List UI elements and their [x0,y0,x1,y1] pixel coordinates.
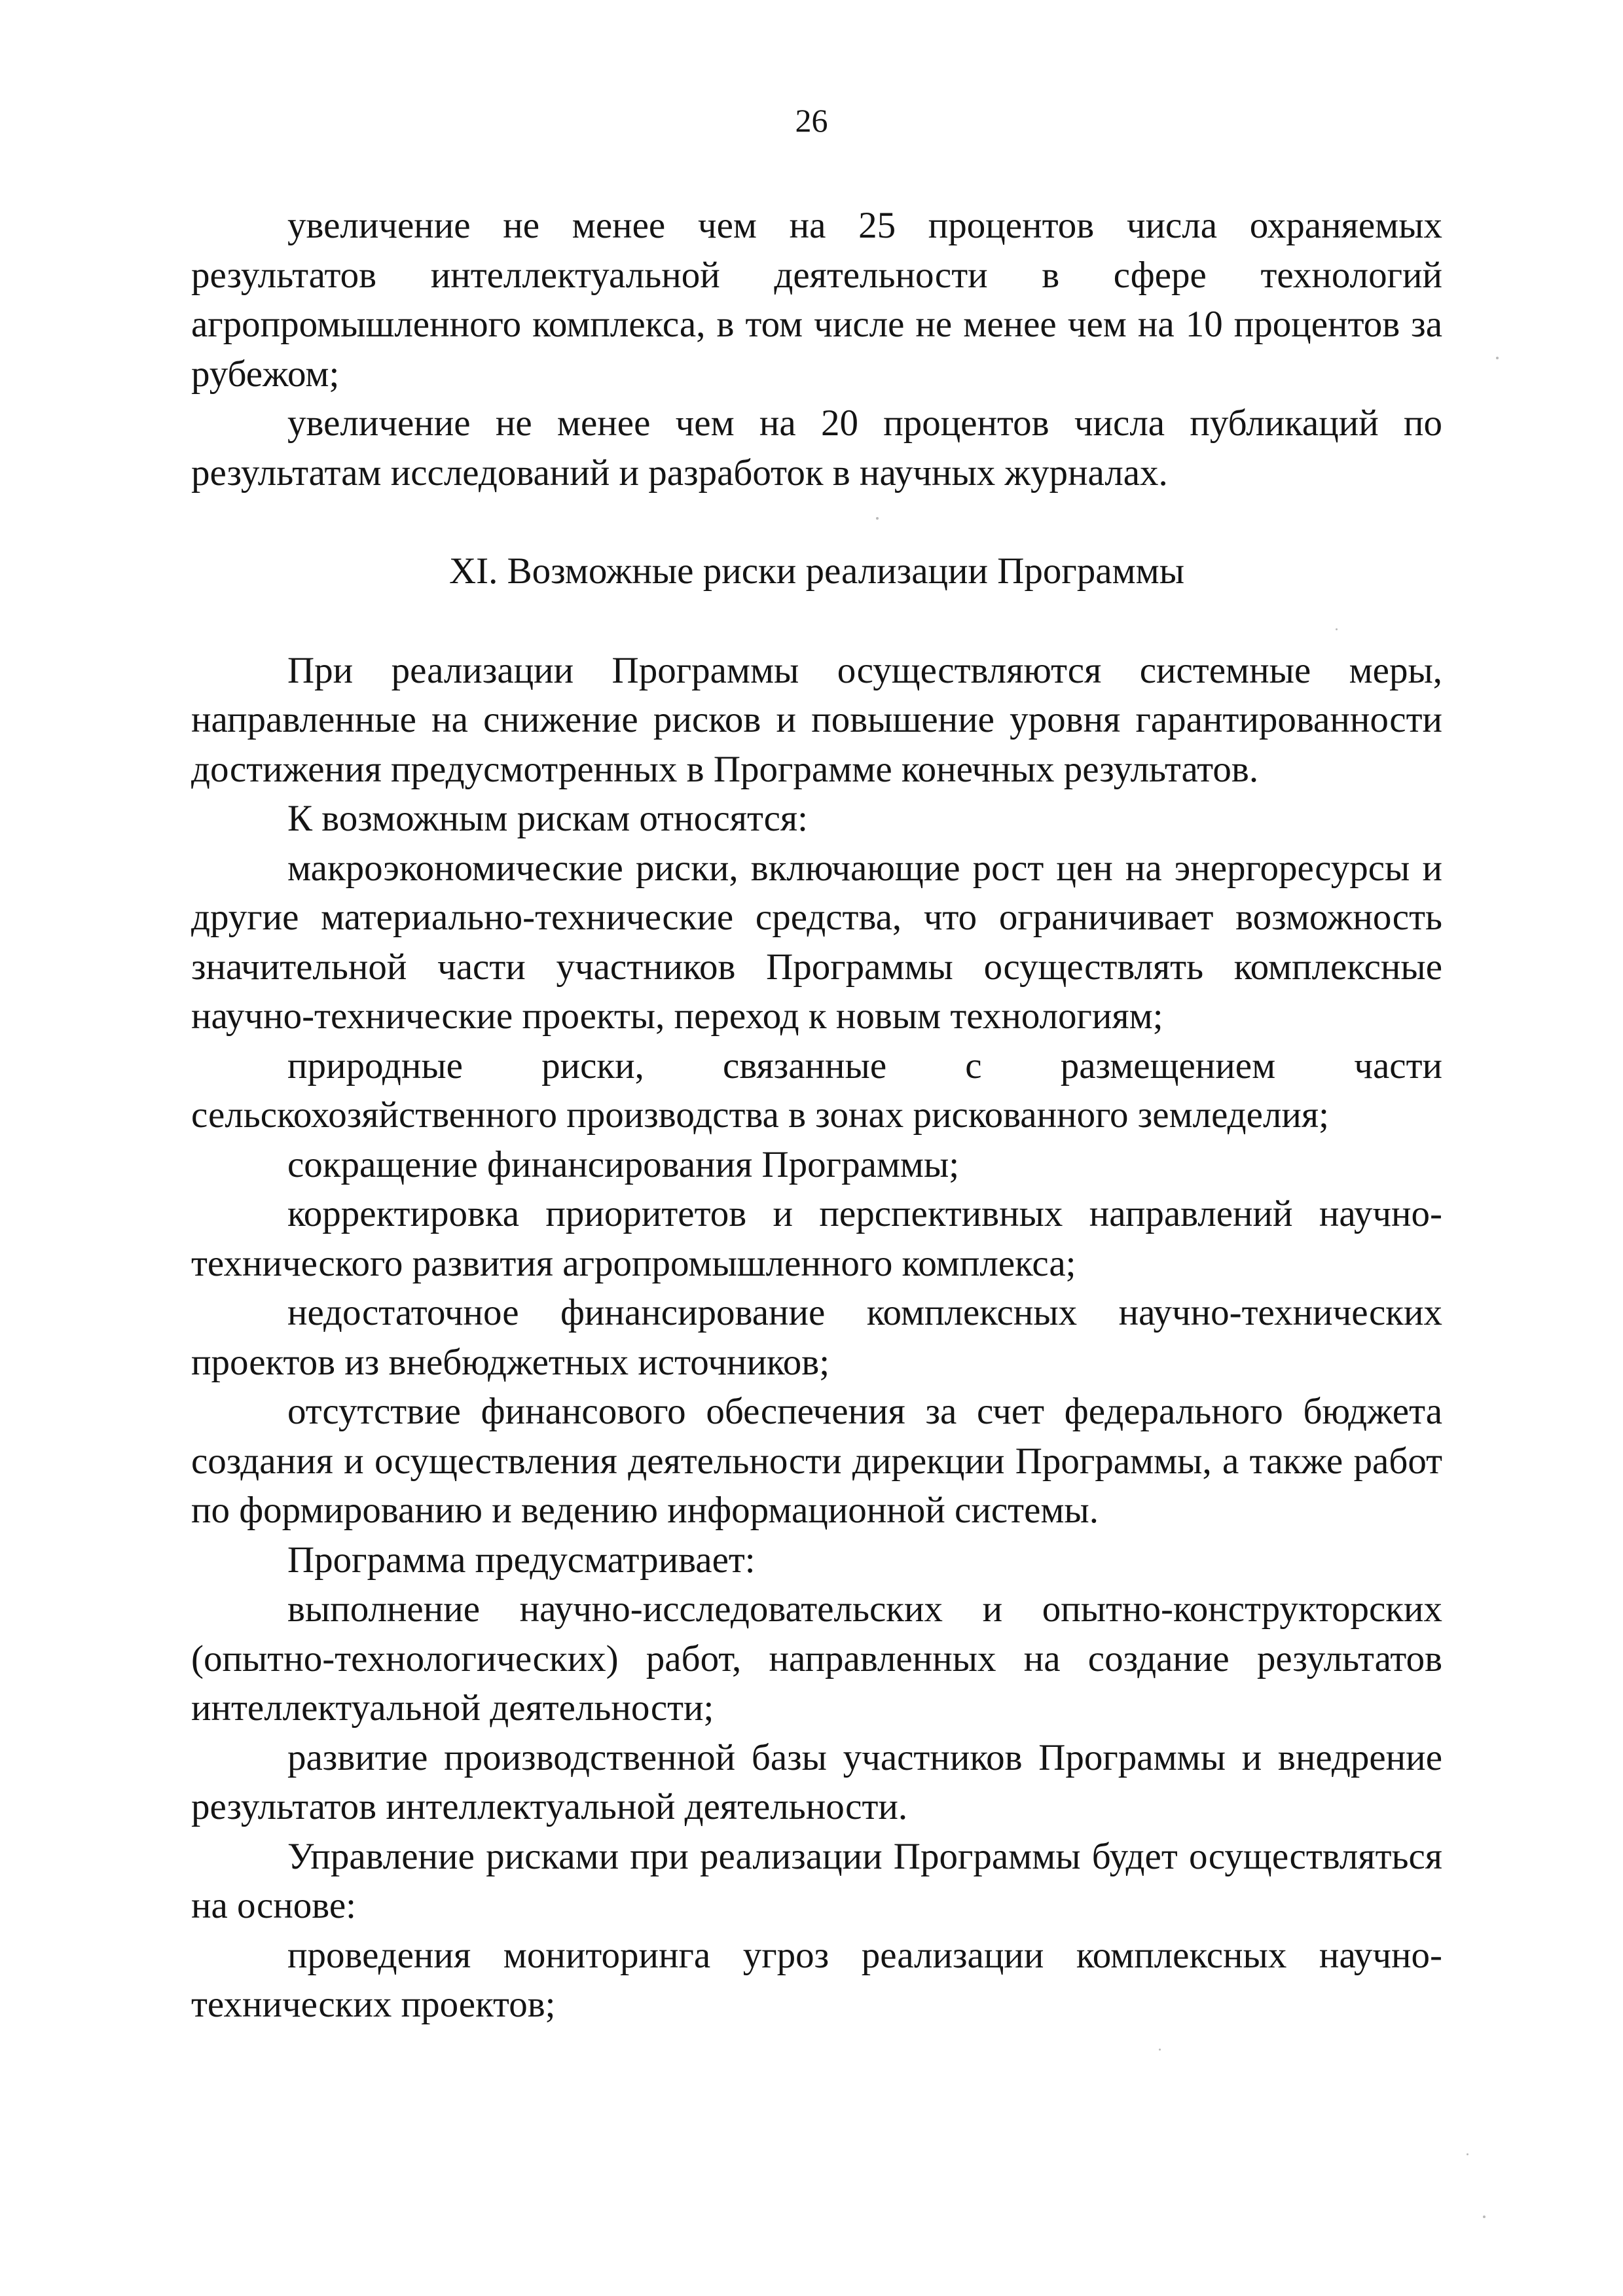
paragraph: Программа предусматривает: [287,1539,756,1581]
scan-speckle [1336,628,1338,630]
paragraph: недостаточное финансирование комплексных научно-технических проектов из внебюджетных источников; [191,1292,1442,1383]
paragraph: проведения мониторинга угроз реализации комплексных научно-технических проектов; [191,1934,1442,2025]
paragraph: Управление рисками при реализации Программы будет осуществляться на основе: [191,1835,1442,1926]
scan-speckle [1467,2153,1468,2155]
spacer [191,497,1442,547]
paragraph: увеличение не менее чем на 20 процентов числа публикаций по результатам исследований и разработок в научных журналах. [191,403,1442,493]
paragraph: развитие производственной базы участников Программы и внедрение результатов интеллектуальной деятельности. [191,1736,1442,1827]
paragraph: увеличение не менее чем на 25 процентов числа охраняемых результатов интеллектуальной деятельности в сфере технологий агропромышленного комплекса, в том числе не менее чем на 10 процентов за рубежом; [191,205,1442,395]
document-body [191,201,1442,2030]
scan-speckle [1159,2049,1161,2051]
paragraph: выполнение научно-исследовательских и опытно-конструкторских (опытно-технологических) работ, направленных на создание результатов интеллектуальной деятельности; [191,1588,1442,1729]
paragraph: К возможным рискам относятся: [287,798,808,839]
scan-speckle [1496,357,1499,359]
page-number: 26 [795,102,828,139]
paragraph: корректировка приоритетов и перспективных направлений научно-технического развития агропромышленного комплекса; [191,1193,1442,1284]
section-heading: XI. Возможные риски реализации Программы [448,550,1185,592]
scan-speckle [876,517,879,520]
spacer [191,596,1442,646]
paragraph: При реализации Программы осуществляются системные меры, направленные на снижение рисков и повышение уровня гарантированности достижения предусмотренных в Программе конечных результатов. [191,649,1442,790]
paragraph: макроэкономические риски, включающие рост цен на энергоресурсы и другие материально-технические средства, что ограничивает возможность значительной части участников Программы осуществлять комплексные научно-технические проекты, переход к новым технологиям; [191,847,1442,1037]
paragraph: сокращение финансирования Программы; [287,1143,960,1185]
paragraph: природные риски, связанные с размещением части сельскохозяйственного производства в зонах рискованного земледелия; [191,1045,1442,1136]
scan-speckle [1483,2215,1486,2218]
paragraph: отсутствие финансового обеспечения за счет федерального бюджета создания и осуществления деятельности дирекции Программы, а также работ по формированию и ведению информационной системы. [191,1391,1442,1531]
